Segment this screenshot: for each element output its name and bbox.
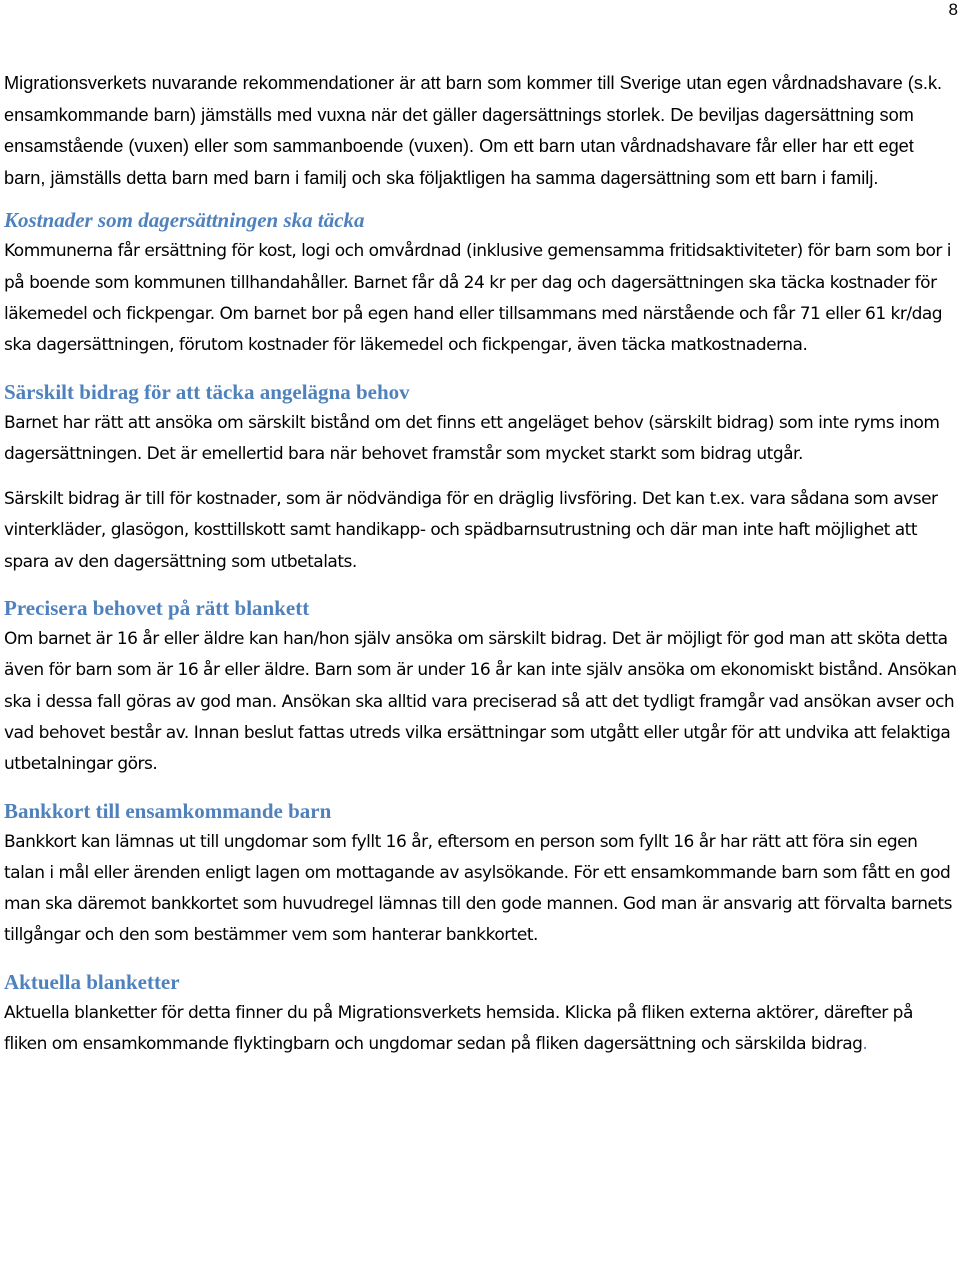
intro-paragraph: Migrationsverkets nuvarande rekommendationer är att barn som kommer till Sverige utan egen vårdnadshavare (s.k. ensamkommande barn) jämställs med vuxna när det gäller dagersättnings storlek. De beviljas dagersättning som ensamstående (vuxen) eller som sammanboende (vuxen). Om ett barn utan vårdnadshavare får eller har ett eget barn, jämställs detta barn med barn i familj och ska följaktligen ha samma dagersättning som ett barn i familj. <box>4 73 943 188</box>
section-paragraph: Barnet har rätt att ansöka om särskilt bistånd om det finns ett angeläget behov (särskilt bidrag) som inte ryms inom dagersättningen. Det är emellertid bara när behovet framstår som mycket starkt som bidrag utgår. <box>4 412 940 464</box>
section-heading: Aktuella blanketter <box>4 969 180 994</box>
section-aktuella-blanketter <box>4 966 959 1061</box>
trailing-mark: . <box>862 1034 868 1055</box>
section-paragraph-container <box>4 998 959 1061</box>
page-number: 8 <box>948 0 958 19</box>
section-heading: Precisera behovet på rätt blankett <box>4 596 310 621</box>
section-bankkort <box>4 795 959 952</box>
section-heading: Bankkort till ensamkommande barn <box>4 798 332 823</box>
document-body <box>4 68 959 1074</box>
section-precisera-behovet <box>4 592 959 780</box>
section-paragraph: Om barnet är 16 år eller äldre kan han/hon själv ansöka om särskilt bidrag. Det är möjligt för god man att sköta detta även för barn som är 16 år eller äldre. Barn som är under 16 år kan inte själv ansöka om ekonomiskt bistånd. Ansökan ska i dessa fall göras av god man. Ansökan ska alltid vara preciserad så att det tydligt framgår vad ansökan avser och vad behovet består av. Innan beslut fattas utreds vilka ersättningar som utgått eller utgår för att undvika att felaktiga utbetalningar görs. <box>4 629 957 775</box>
section-kostnader <box>4 204 959 361</box>
section-paragraph: Särskilt bidrag är till för kostnader, som är nödvändiga för en dräglig livsföring. Det kan t.ex. vara sådana som avser vinterkläder, glasögon, kosttillskott samt handikapp- och spädbarnsutrustning och där man inte haft möjlighet att spara av den dagersättning som utbetalats. <box>4 489 938 572</box>
section-paragraph: Kommunerna får ersättning för kost, logi och omvårdnad (inklusive gemensamma fritidsaktiviteter) för barn som bor i på boende som kommunen tillhandahåller. Barnet får då 24 kr per dag och dagersättningen ska täcka kostnader för läkemedel och fickpengar. Om barnet bor på egen hand eller tillsammans med närstående och får 71 eller 61 kr/dag ska dagersättningen, förutom kostnader för läkemedel och fickpengar, även täcka matkostnaderna. <box>4 241 952 356</box>
section-heading: Kostnader som dagersättningen ska täcka <box>4 208 365 233</box>
section-paragraph: Aktuella blanketter för detta finner du på Migrationsverkets hemsida. Klicka på fliken externa aktörer, därefter på fliken om ensamkommande flyktingbarn och ungdomar sedan på fliken dagersättning och särskilda bidrag <box>4 1002 913 1055</box>
section-sarskilt-bidrag <box>4 376 959 578</box>
section-paragraph: Bankkort kan lämnas ut till ungdomar som fyllt 16 år, eftersom en person som fyllt 16 år har rätt att föra sin egen talan i mål eller ärenden enligt lagen om mottagande av asylsökande. För ett ensamkommande barn som fått en god man ska däremot bankkortet som huvudregel lämnas till den gode mannen. God man är ansvarig att förvalta barnets tillgångar och den som bestämmer vem som hanterar bankkortet. <box>4 831 952 946</box>
section-heading: Särskilt bidrag för att täcka angelägna behov <box>4 379 410 404</box>
